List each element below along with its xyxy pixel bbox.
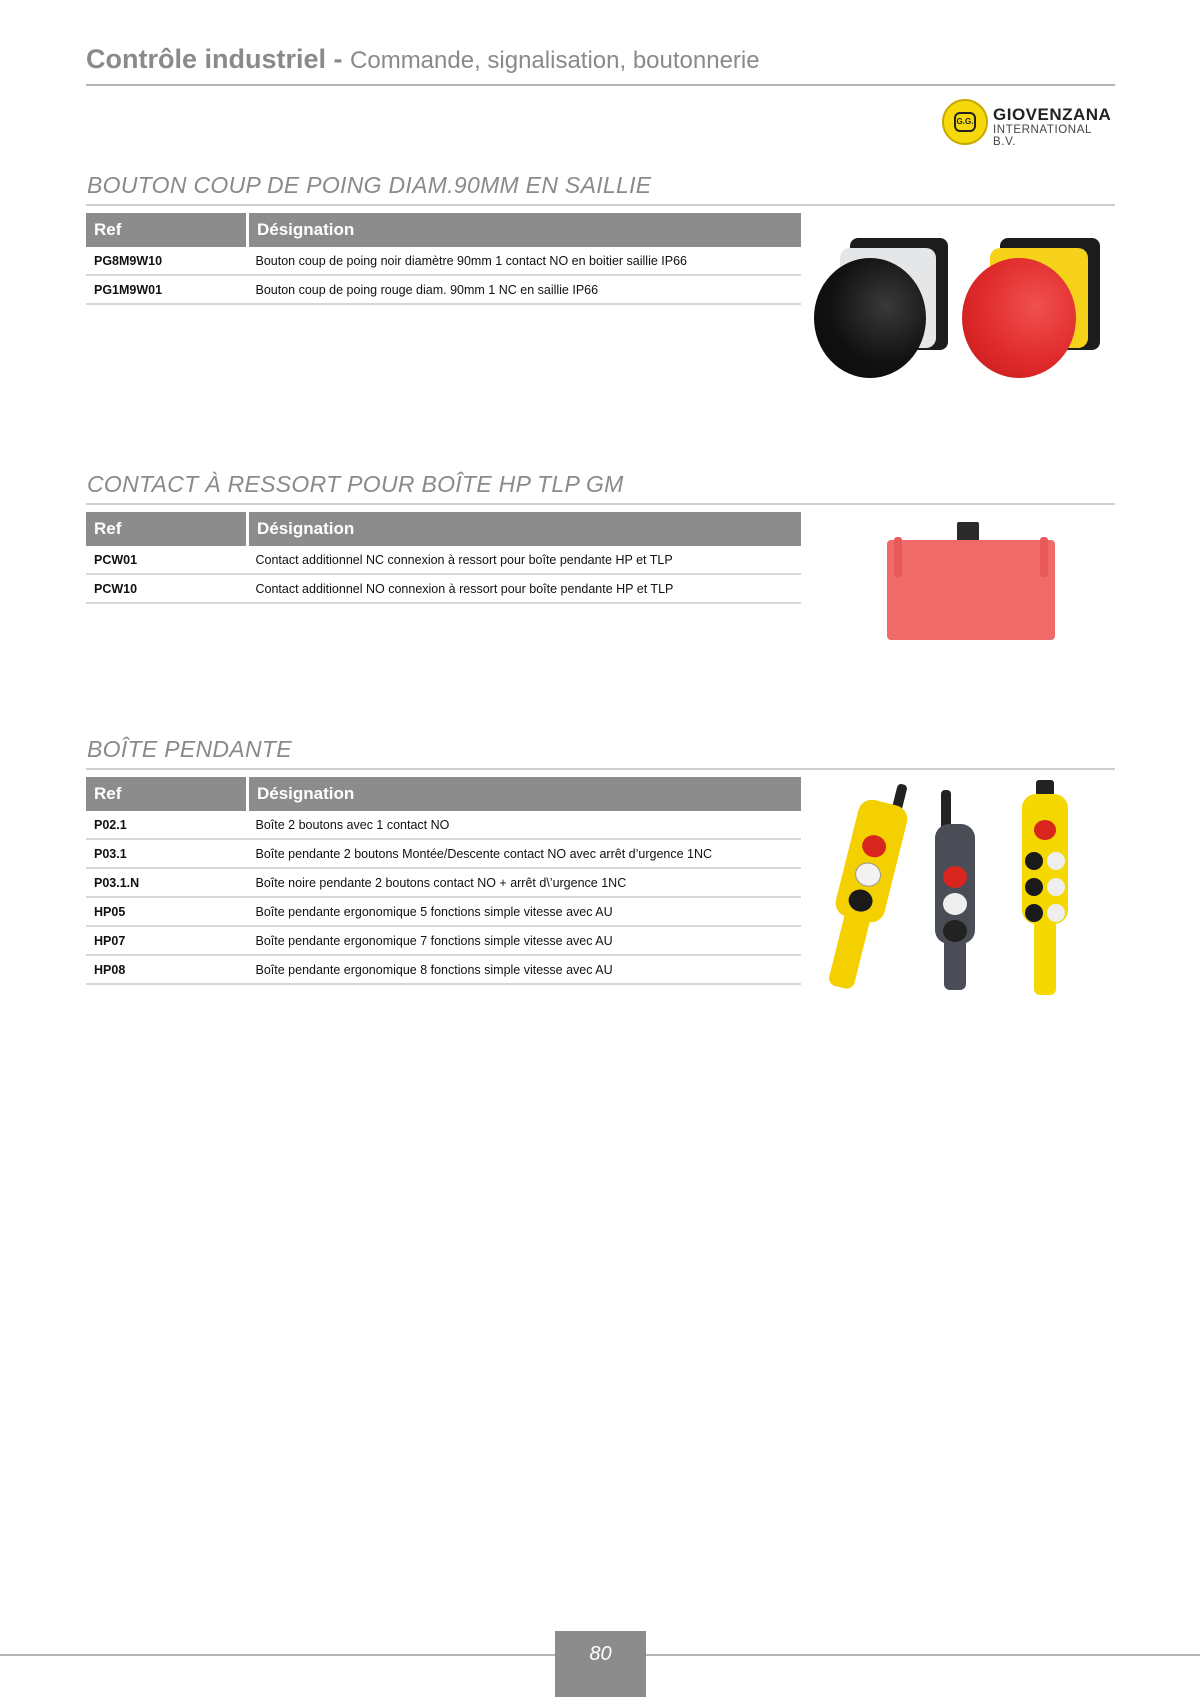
table-header-row	[86, 213, 801, 247]
cell-ref: PCW01	[86, 546, 248, 574]
giovenzana-logo	[942, 99, 1117, 149]
cell-ref: HP07	[86, 926, 248, 955]
section-divider	[86, 768, 1115, 770]
table-row	[86, 574, 801, 603]
contact-block-body-icon	[887, 540, 1055, 640]
table-row	[86, 247, 801, 275]
page-header	[86, 44, 1115, 75]
yellow-ergonomic-pendant-icon	[1018, 780, 1076, 995]
product-table-spring-contact	[86, 512, 801, 604]
cell-ref: PG8M9W10	[86, 247, 248, 275]
cell-ref: P02.1	[86, 811, 248, 839]
cell-ref: P03.1.N	[86, 868, 248, 897]
section-title-spring-contact: CONTACT À RESSORT POUR BOÎTE HP TLP GM	[87, 471, 624, 497]
product-table-punch-button	[86, 213, 801, 305]
table-row	[86, 811, 801, 839]
table-row	[86, 926, 801, 955]
cell-designation: Contact additionnel NC connexion à ressort pour boîte pendante HP et TLP	[248, 546, 802, 574]
table-header-row	[86, 777, 801, 811]
cell-designation: Boîte noire pendante 2 boutons contact NO + arrêt d\’urgence 1NC	[248, 868, 802, 897]
contact-block-clip-right-icon	[1040, 537, 1048, 577]
section-title-punch-button: BOUTON COUP DE POING DIAM.90MM EN SAILLIE	[87, 172, 652, 198]
column-header-ref: Ref	[86, 213, 248, 247]
column-header-designation: Désignation	[248, 777, 802, 811]
table-row	[86, 839, 801, 868]
column-header-ref: Ref	[86, 512, 248, 546]
page-title-main: Contrôle industriel -	[86, 44, 343, 74]
contact-block-clip-left-icon	[894, 537, 902, 577]
cell-ref: HP08	[86, 955, 248, 984]
page-title-subtitle: Commande, signalisation, boutonnerie	[350, 47, 760, 74]
cell-designation: Boîte pendante ergonomique 5 fonctions simple vitesse avec AU	[248, 897, 802, 926]
table-row	[86, 868, 801, 897]
page-number: 80	[555, 1631, 646, 1697]
table-row	[86, 546, 801, 574]
table-row	[86, 955, 801, 984]
table-row	[86, 275, 801, 304]
cell-designation: Bouton coup de poing rouge diam. 90mm 1 NC en saillie IP66	[248, 275, 802, 304]
column-header-designation: Désignation	[248, 512, 802, 546]
logo-subtitle: INTERNATIONAL B.V.	[993, 124, 1092, 148]
cell-designation: Boîte pendante ergonomique 8 fonctions simple vitesse avec AU	[248, 955, 802, 984]
page-title	[86, 44, 1115, 75]
product-table-pendant	[86, 777, 801, 985]
cell-designation: Boîte pendante ergonomique 7 fonctions simple vitesse avec AU	[248, 926, 802, 955]
header-divider	[86, 84, 1115, 86]
cell-designation: Boîte 2 boutons avec 1 contact NO	[248, 811, 802, 839]
column-header-designation: Désignation	[248, 213, 802, 247]
cell-ref: PG1M9W01	[86, 275, 248, 304]
logo-badge-icon	[942, 99, 988, 145]
black-pendant-2-button-icon	[935, 790, 975, 990]
cell-designation: Bouton coup de poing noir diamètre 90mm 1 contact NO en boitier saillie IP66	[248, 247, 802, 275]
punch-buttons-image	[810, 230, 1115, 390]
column-header-ref: Ref	[86, 777, 248, 811]
cell-ref: HP05	[86, 897, 248, 926]
cell-ref: PCW10	[86, 574, 248, 603]
section-title-pendant: BOÎTE PENDANTE	[87, 736, 292, 762]
cell-designation: Boîte pendante 2 boutons Montée/Descente contact NO avec arrêt d’urgence 1NC	[248, 839, 802, 868]
logo-brand: GIOVENZANA	[993, 105, 1112, 124]
cell-designation: Contact additionnel NO connexion à ressort pour boîte pendante HP et TLP	[248, 574, 802, 603]
table-header-row	[86, 512, 801, 546]
table-row	[86, 897, 801, 926]
yellow-pendant-3-button-icon	[816, 797, 910, 993]
logo-badge-text: G.G.	[954, 112, 976, 132]
section-divider	[86, 204, 1115, 206]
section-divider	[86, 503, 1115, 505]
cell-ref: P03.1	[86, 839, 248, 868]
